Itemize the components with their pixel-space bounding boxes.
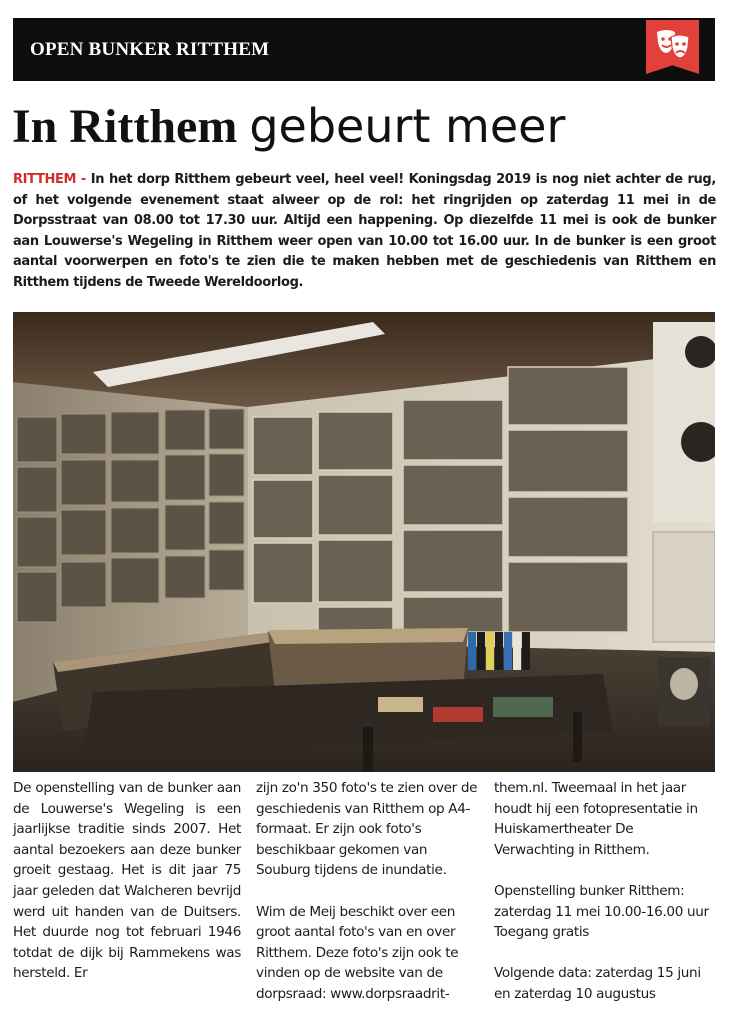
headline-bold: In Ritthem (12, 100, 238, 153)
body-column-3 (494, 778, 716, 1005)
theatre-masks-icon (655, 28, 691, 60)
headline-light: gebeurt meer (249, 99, 566, 153)
theatre-badge (646, 20, 699, 74)
paragraph: zijn zo'n 350 foto's te zien over de geschiedenis van Ritthem op A4-formaat. Er zijn ook foto's beschikbaar gekomen van Souburg tijdens de inundatie. (256, 780, 478, 879)
body-column-1 (13, 778, 241, 984)
section-banner (13, 18, 715, 81)
lead-dateline: RITTHEM - (13, 172, 86, 187)
paragraph: them.nl. Tweemaal in het jaar houdt hij een fotopresentatie in Huiskamertheater De Verwachting in Ritthem. (494, 780, 698, 858)
section-label: OPEN BUNKER RITTHEM (30, 38, 270, 60)
paragraph: Wim de Meij beschikt over een groot aantal foto's van en over Ritthem. Deze foto's zijn ook te vinden op de website van de dorpsraad: www.dorpsraadrit- (256, 903, 459, 1002)
bunker-interior-photo (13, 312, 715, 772)
paragraph: De openstelling van de bunker aan de Louwerse's Wegeling is een jaarlijkse traditie sinds 2007. Het aantal bezoekers aan deze bunker groeit gestaag. Het is dit jaar 75 jaar geleden dat Walcheren bevrijd werd uit handen van de Duitsers. Het duurde nog tot februari 1946 totdat de dijk bij Rammekens was hersteld. Er (13, 780, 241, 982)
lead-text: In het dorp Ritthem gebeurt veel, heel veel! Koningsdag 2019 is nog niet achter de rug, of het volgende evenement staat alweer op de rol: het ringrijden op zaterdag 11 mei in de Dorpsstraat van 08.00 tot 17.30 uur. Altijd een happening. Op diezelfde 11 mei is ook de bunker aan Louwerse's Wegeling in Ritthem weer open van 10.00 tot 16.00 uur. In de bunker is een groot aantal voorwerpen en foto's te zien die te maken hebben met de geschiedenis van Ritthem en Ritthem tijdens de Tweede Wereldoorlog. (13, 172, 716, 290)
article-headline (12, 96, 722, 157)
next-dates: Volgende data: zaterdag 15 juni en zaterdag 10 augustus (494, 965, 701, 1002)
article-lead (13, 170, 716, 294)
opening-info: Openstelling bunker Ritthem: zaterdag 11 mei 10.00-16.00 uur Toegang gratis (494, 882, 709, 941)
body-column-2 (256, 778, 479, 1005)
